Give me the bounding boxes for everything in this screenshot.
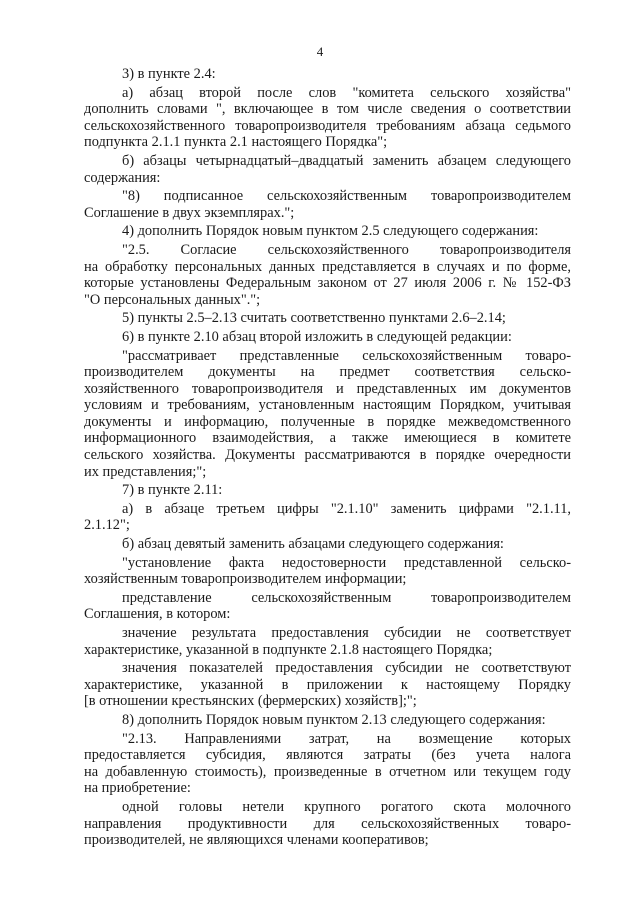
paragraph-line: значения показателей предоставления субсидии не соответствуют xyxy=(122,660,571,677)
paragraph-line: [в отношении крестьянских (фермерских) хозяйств];"; xyxy=(84,693,417,710)
paragraph-line: "2.5. Согласие сельскохозяйственного товаропроизводителя xyxy=(122,241,571,258)
paragraph-line: условиям и требованиям, установленным настоящим Порядком, учитывая xyxy=(84,397,571,414)
paragraph-line: подпункта 2.1.1 пункта 2.1 настоящего Порядка"; xyxy=(84,134,388,151)
paragraph-line: характеристике, указанной в приложении к настоящему Порядку xyxy=(84,676,571,693)
paragraph-line: а) абзац второй после слов "комитета сельского хозяйства" xyxy=(122,84,571,101)
page-number: 4 xyxy=(316,44,324,59)
paragraph-line: производителей, не являющихся членами кооперативов; xyxy=(84,832,429,849)
paragraph-line: содержания: xyxy=(84,169,161,186)
paragraph-line: "рассматривает представленные сельскохозяйственным товаро- xyxy=(122,347,571,364)
paragraph-line: 6) в пункте 2.10 абзац второй изложить в следующей редакции: xyxy=(122,328,512,345)
paragraph-line: "8) подписанное сельскохозяйственным товаропроизводителем xyxy=(122,188,571,205)
paragraph-line: которые установлены Федеральным законом от 27 июля 2006 г. № 152-ФЗ xyxy=(84,275,571,292)
paragraph-line: одной головы нетели крупного рогатого скота молочного xyxy=(122,798,571,815)
paragraph-line: сельского хозяйства. Документы рассматриваются в порядке очередности xyxy=(84,447,571,464)
paragraph-line: их представления;"; xyxy=(84,463,207,480)
paragraph-line: направления продуктивности для сельскохозяйственных товаро- xyxy=(84,815,571,832)
paragraph-line: 8) дополнить Порядок новым пунктом 2.13 следующего содержания: xyxy=(122,711,546,728)
paragraph-line: значение результата предоставления субсидии не соответствует xyxy=(122,625,571,641)
paragraph-line: на обработку персональных данных представляется в случаях и по форме, xyxy=(84,258,571,275)
paragraph-line: "О персональных данных"."; xyxy=(84,291,261,308)
paragraph-line: характеристике, указанной в подпункте 2.1.8 настоящего Порядка; xyxy=(84,641,493,658)
paragraph-line: б) абзац девятый заменить абзацами следующего содержания: xyxy=(122,536,504,553)
paragraph-line: сельскохозяйственного товаропроизводителя требованиям абзаца седьмого xyxy=(84,117,571,134)
paragraph-line: на добавленную стоимость), произведенные в отчетном или текущем году xyxy=(84,763,571,780)
document-body xyxy=(84,66,571,849)
paragraph-line: б) абзацы четырнадцатый–двадцатый заменить абзацем следующего xyxy=(122,152,571,169)
paragraph-line: 3) в пункте 2.4: xyxy=(122,66,216,82)
paragraph-line: хозяйственного товаропроизводителя и представленных им документов xyxy=(84,380,571,397)
paragraph-line: предоставляется субсидия, являются затраты (без учета налога xyxy=(84,747,571,764)
paragraph-line: Соглашения, в котором: xyxy=(84,606,231,623)
paragraph-line: производителем документы на предмет соответствия сельско- xyxy=(84,364,571,381)
paragraph-line: 2.1.12"; xyxy=(84,517,130,534)
paragraph-line: хозяйственным товаропроизводителем информации; xyxy=(84,571,407,588)
paragraph-line: 5) пункты 2.5–2.13 считать соответственно пунктами 2.6–2.14; xyxy=(122,310,506,327)
paragraph-line: на приобретение: xyxy=(84,780,191,797)
paragraph-line: а) в абзаце третьем цифры "2.1.10" заменить цифрами "2.1.11, xyxy=(122,500,571,517)
paragraph-line: "2.13. Направлениями затрат, на возмещение которых xyxy=(122,730,571,747)
paragraph-line: 4) дополнить Порядок новым пунктом 2.5 следующего содержания: xyxy=(122,223,539,240)
paragraph-line: представление сельскохозяйственным товаропроизводителем xyxy=(122,589,571,606)
paragraph-line: 7) в пункте 2.11: xyxy=(122,482,223,499)
paragraph-line: "установление факта недостоверности представленной сельско- xyxy=(122,554,571,571)
paragraph-line: документы и информацию, полученные в порядке межведомственного xyxy=(84,413,571,430)
paragraph-line: Соглашение в двух экземплярах."; xyxy=(84,204,295,221)
paragraph-line: информационного взаимодействия, а также имеющиеся в комитете xyxy=(84,430,571,447)
paragraph-line: дополнить словами ", включающее в том числе сведения о соответствии xyxy=(84,101,571,118)
